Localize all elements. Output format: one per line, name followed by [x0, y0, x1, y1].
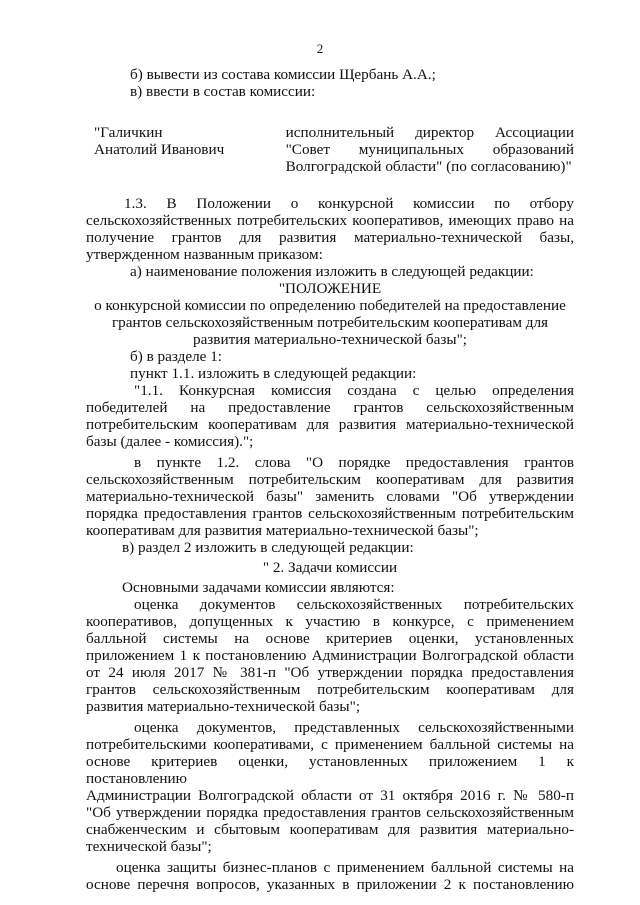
- task-1: оценка документов сельскохозяйственных потребительских: [134, 596, 574, 613]
- item-v-add: в) ввести в состав комиссии:: [130, 83, 316, 100]
- polozhenie-title: "ПОЛОЖЕНИЕ: [278, 280, 382, 297]
- task-3: оценка защиты бизнес-планов с применением балльной системы на: [116, 859, 574, 876]
- member-role: исполнительный директор Ассоциации "Совет муниципальных образований Волгоградской области" (по согласованию)": [285, 124, 574, 175]
- page-number: 2: [316, 41, 324, 56]
- polozhenie-title-block: "ПОЛОЖЕНИЕ о конкурсной комиссии по определению победителей на предоставление грантов сельскохозяйственным потребительским кооперативам для развития материально-технической базы";: [86, 280, 574, 348]
- document-body: [86, 66, 574, 893]
- member-name: "Галичкин Анатолий Иванович: [94, 124, 225, 158]
- section-v: в) раздел 2 изложить в следующей редакции: " 2. Задачи комиссии Основными задачами комиссии являются: оценка документов сельскохозяйственных потребительских кооперативов, допущенных к участию в конкурсе, с применением балльной системы на основе критериев оценки, установленных приложением 1 к постановлению Администрации Волгоградской области от 24 июля 2017 № 381-п "Об утверждении порядка предоставления грантов сельскохозяйственным потребительским кооперативам для развития материально-технической базы"; оценка документов, представленных сельскохозяйственными потребительскими кооперативами, с применением балльной системы на основе критериев оценки, установленных приложением 1 к постановлению Администрации Волгоградской области от 31 октября 2016 г. № 580-п "Об утверждении порядка предоставления грантов сельскохозяйственным снабженческим и сбытовым кооперативам для развития материально- технической базы"; оценка защиты бизнес-планов с применением балльной системы на основе перечня вопросов, указанных в приложении 2 к постановлению: [86, 539, 574, 893]
- section-2-heading: " 2. Задачи комиссии: [262, 559, 398, 576]
- item-b-remove: б) вывести из состава комиссии Щербань А.А.;: [130, 66, 436, 83]
- section-b: б) в разделе 1: пункт 1.1. изложить в следующей редакции: "1.1. Конкурсная комиссия создана с целью определения победителей на предоставление грантов сельскохозяйственным потребительским кооперативам для развития материально-технической базы (далее - комиссия)."; в пункте 1.2. слова "О порядке предоставления грантов сельскохозяйственным потребительским кооперативам для развития материально-технической базы" заменить словами "Об утверждении порядка предоставления грантов сельскохозяйственным потребительским кооперативам для развития материально-технической базы";: [86, 348, 574, 539]
- quote-1-1: "1.1. Конкурсная комиссия создана с целью определения: [134, 382, 574, 399]
- item-a: а) наименование положения изложить в следующей редакции:: [130, 263, 534, 280]
- task-2: оценка документов, представленных сельскохозяйственными: [134, 719, 574, 736]
- paragraph-1-2: в пункте 1.2. слова "О порядке предоставления грантов: [134, 454, 574, 471]
- member-entry: [86, 124, 574, 175]
- section-1-3: 1.3. В Положении о конкурсной комиссии по отбору сельскохозяйственных потребительских кооперативов, имеющих право на получение грантов для развития материально-технической базы, утвержденном названным приказом: а) наименование положения изложить в следующей редакции:: [86, 195, 574, 280]
